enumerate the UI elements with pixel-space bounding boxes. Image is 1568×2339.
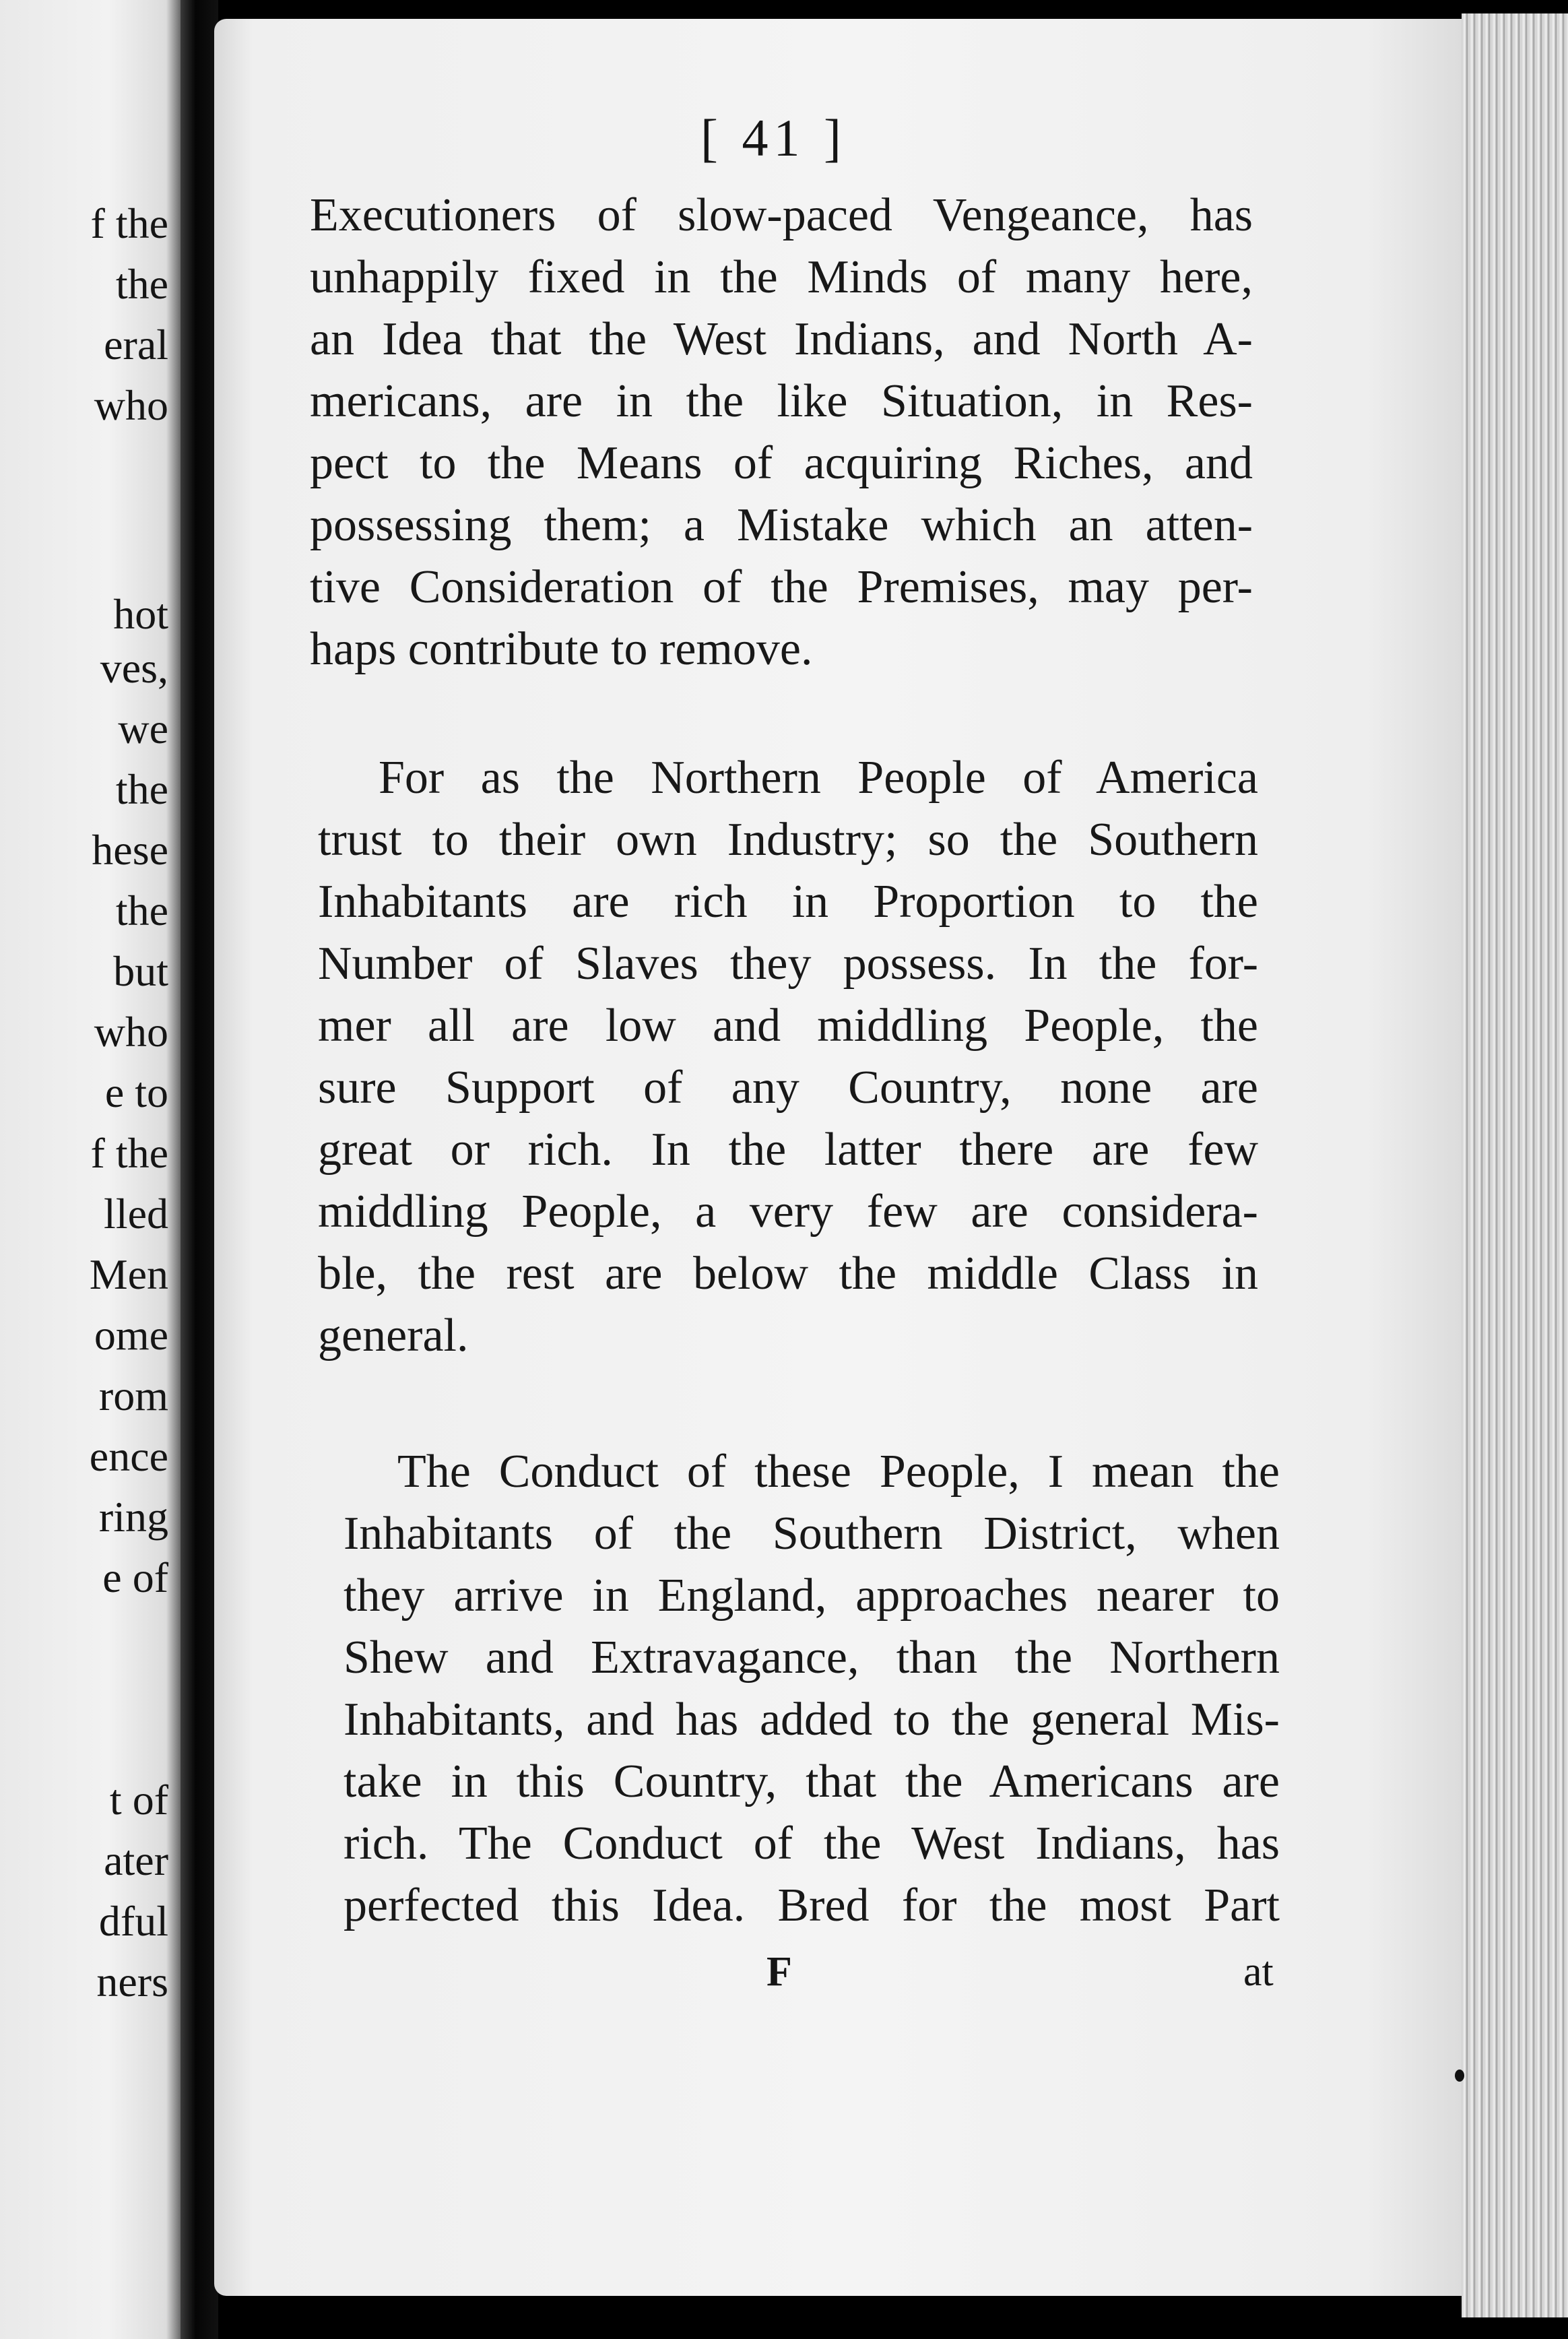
left-page-line: f the <box>90 199 168 247</box>
paragraph-2-line: trust to their own Industry; so the Southern <box>318 814 1258 866</box>
left-page-line: e to <box>104 1068 168 1116</box>
paragraph-2-line: Inhabitants are rich in Proportion to the <box>318 876 1258 928</box>
paragraph-2-line: ble, the rest are below the middle Class in <box>318 1248 1258 1300</box>
left-page-line: ners <box>96 1958 168 2006</box>
left-page-line: eral <box>104 321 168 369</box>
paragraph-2-line: Number of Slaves they possess. In the for- <box>318 938 1258 990</box>
left-page-line: we <box>118 705 168 752</box>
paragraph-1-line: an Idea that the West Indians, and North A- <box>310 313 1253 365</box>
left-page-line: ves, <box>100 644 168 692</box>
left-page-line: lled <box>104 1190 168 1238</box>
left-page-line: hese <box>92 826 168 874</box>
book-gutter <box>181 0 218 2339</box>
paragraph-2-line: mer all are low and middling People, the <box>318 1000 1258 1052</box>
paragraph-1-line: pect to the Means of acquiring Riches, and <box>310 437 1253 489</box>
left-page-line: t of <box>109 1776 168 1824</box>
left-page-line: the <box>115 887 168 934</box>
paragraph-1-line: possessing them; a Mistake which an atten- <box>310 499 1253 551</box>
left-page-line: ater <box>104 1836 168 1884</box>
paragraph-2-line: general. <box>318 1310 469 1361</box>
paragraph-2-line: middling People, a very few are considera- <box>318 1186 1258 1238</box>
left-page-line: the <box>115 765 168 813</box>
signature-mark: F <box>766 1949 792 1995</box>
paragraph-1-line: Executioners of slow-paced Vengeance, has <box>310 189 1253 241</box>
catchword: at <box>1243 1949 1274 1995</box>
paragraph-2-line: For as the Northern People of America <box>379 752 1258 804</box>
left-page-line: Men <box>89 1250 168 1298</box>
page-edges <box>1462 13 1568 2317</box>
paragraph-3-line: The Conduct of these People, I mean the <box>397 1446 1280 1498</box>
paragraph-2-line: sure Support of any Country, none are <box>318 1062 1258 1114</box>
left-page-line: rom <box>98 1372 168 1419</box>
paragraph-3-line: take in this Country, that the Americans are <box>344 1756 1280 1807</box>
left-page-line: the <box>115 260 168 308</box>
paragraph-1-line: tive Consideration of the Premises, may per- <box>310 561 1253 613</box>
ink-speck <box>1455 2070 1464 2082</box>
left-page-line: e of <box>102 1553 168 1601</box>
left-page-line: who <box>94 381 168 429</box>
left-page-line: f the <box>90 1129 168 1177</box>
paragraph-1-line: haps contribute to remove. <box>310 623 813 675</box>
paragraph-1-line: unhappily fixed in the Minds of many here, <box>310 251 1253 303</box>
left-page-line: ence <box>89 1432 168 1480</box>
paragraph-3-line: rich. The Conduct of the West Indians, has <box>344 1818 1280 1869</box>
left-page-fragment <box>0 0 181 2339</box>
left-page-line: ring <box>98 1493 168 1541</box>
paragraph-3-line: Shew and Extravagance, than the Northern <box>344 1632 1280 1684</box>
paragraph-3-line: they arrive in England, approaches nearer to <box>344 1570 1280 1622</box>
left-page-line: dful <box>98 1897 168 1945</box>
paragraph-3-line: perfected this Idea. Bred for the most Part <box>344 1880 1280 1931</box>
paragraph-1-line: mericans, are in the like Situation, in Res- <box>310 375 1253 427</box>
paragraph-2-line: great or rich. In the latter there are few <box>318 1124 1258 1176</box>
left-page-line: hot <box>113 590 168 638</box>
page-number: [ 41 ] <box>700 108 847 167</box>
left-page-line: ome <box>94 1311 168 1359</box>
left-page-line: who <box>94 1008 168 1056</box>
paragraph-3-line: Inhabitants of the Southern District, when <box>344 1508 1280 1560</box>
left-page-line: but <box>113 947 168 995</box>
paragraph-3-line: Inhabitants, and has added to the general Mis- <box>344 1694 1280 1745</box>
